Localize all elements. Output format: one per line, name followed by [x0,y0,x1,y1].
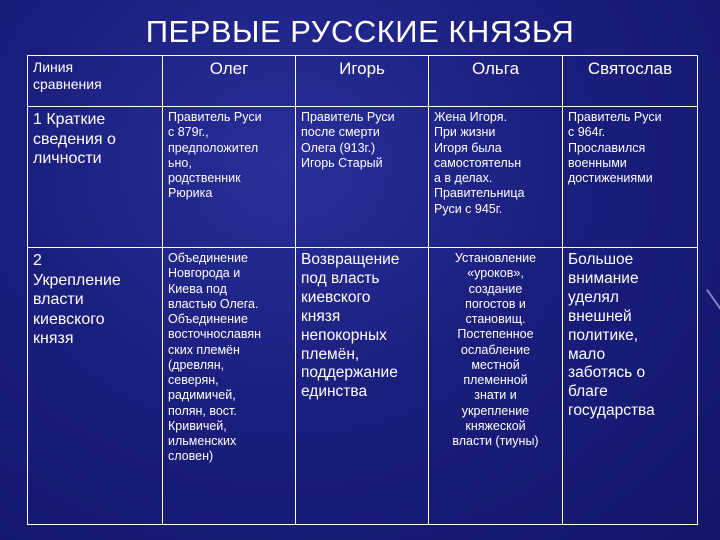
table-cell: Жена Игоря. При жизни Игоря была самостоятельн а в делах. Правительница Руси с 945г. [429,107,563,248]
table-cell: Большое внимание уделял внешней политике, мало заботясь о благе государства [563,248,698,525]
table-cell: Объединение Новгорода и Киева под властью Олега. Объединение восточнославян ских племён (древлян, северян, радимичей, полян, вост. Кривичей, ильменских словен) [163,248,296,525]
table-cell: Установление «уроков», создание погостов и становищ. Постепенное ослабление местной племенной знати и укрепление княжеской власти (тиуны) [429,248,563,525]
table-cell: Правитель Руси после смерти Олега (913г.) Игорь Старый [296,107,429,248]
header-criterion: Линия сравнения [28,56,163,107]
table-row [28,248,698,525]
row-label: 2 Укрепление власти киевского князя [28,248,163,525]
table-cell: Правитель Руси с 964г. Прославился военными достижениями [563,107,698,248]
header-svyatoslav: Святослав [563,56,698,107]
row-label: 1 Краткие сведения о личности [28,107,163,248]
header-olga: Ольга [429,56,563,107]
slide-title: ПЕРВЫЕ РУССКИЕ КНЯЗЬЯ [145,14,575,49]
table-cell: Возвращение под власть киевского князя непокорных племён, поддержание единства [296,248,429,525]
decorative-line [706,289,720,347]
comparison-table [27,55,698,525]
table-row [28,107,698,248]
table-cell: Правитель Руси с 879г., предположител ьно, родственник Рюрика [163,107,296,248]
header-igor: Игорь [296,56,429,107]
header-oleg: Олег [163,56,296,107]
header-row [28,56,698,107]
